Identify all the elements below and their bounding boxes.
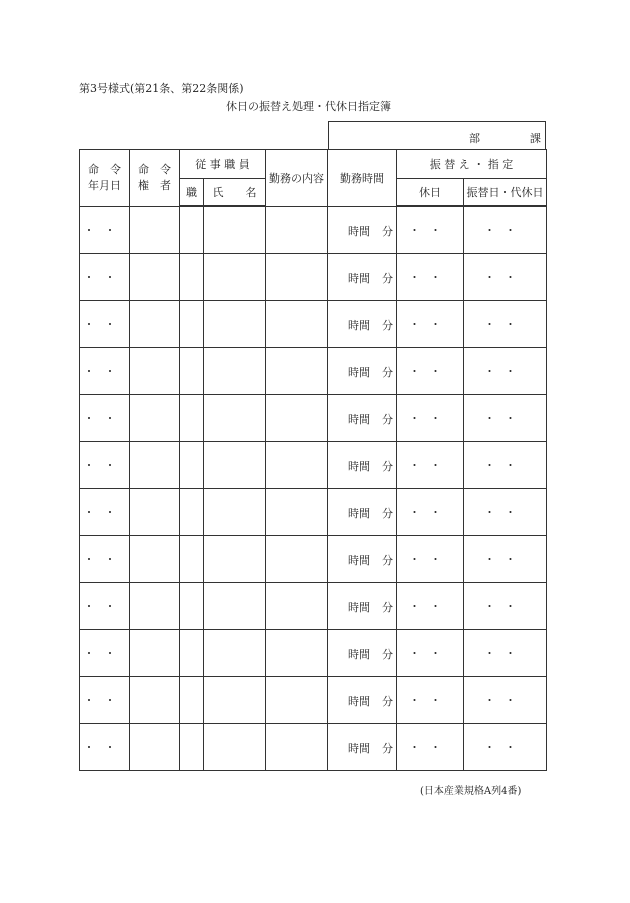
staff-post-cell[interactable] <box>180 254 204 301</box>
work-hours-cell[interactable] <box>328 301 397 348</box>
order-date-cell[interactable]: ・・ <box>80 724 130 771</box>
order-date-header <box>80 150 130 207</box>
holiday-header: 休日 <box>397 179 464 207</box>
minutes-label: 分 <box>382 554 393 567</box>
authority-cell[interactable] <box>130 677 180 724</box>
holiday-cell[interactable]: ・・ <box>397 489 464 536</box>
department-ka-label: 課 <box>530 132 541 145</box>
staff-name-cell[interactable] <box>204 630 266 677</box>
table-row <box>80 348 547 395</box>
work-hours-cell[interactable] <box>328 206 397 254</box>
substitute-day-cell[interactable]: ・・ <box>464 724 547 771</box>
holiday-cell[interactable]: ・・ <box>397 677 464 724</box>
holiday-cell[interactable]: ・・ <box>397 206 464 254</box>
work-content-cell[interactable] <box>266 489 328 536</box>
holiday-cell[interactable]: ・・ <box>397 301 464 348</box>
work-hours-header: 勤務時間 <box>328 150 397 207</box>
work-content-cell[interactable] <box>266 677 328 724</box>
hours-label: 時間 <box>348 460 370 473</box>
work-content-cell[interactable] <box>266 254 328 301</box>
hours-label: 時間 <box>348 554 370 567</box>
minutes-label: 分 <box>382 366 393 379</box>
holiday-cell[interactable]: ・・ <box>397 395 464 442</box>
work-content-cell[interactable] <box>266 724 328 771</box>
authority-cell[interactable] <box>130 536 180 583</box>
staff-name-cell[interactable] <box>204 583 266 630</box>
order-date-cell[interactable]: ・・ <box>80 395 130 442</box>
work-content-cell[interactable] <box>266 583 328 630</box>
authority-cell[interactable] <box>130 489 180 536</box>
table-row <box>80 724 547 771</box>
work-hours-cell[interactable] <box>328 630 397 677</box>
minutes-label: 分 <box>382 319 393 332</box>
holiday-cell[interactable]: ・・ <box>397 724 464 771</box>
minutes-label: 分 <box>382 601 393 614</box>
table-row <box>80 301 547 348</box>
table-row <box>80 206 547 254</box>
hours-label: 時間 <box>348 695 370 708</box>
work-hours-cell[interactable] <box>328 724 397 771</box>
order-date-header-line1: 命 令 <box>88 162 121 176</box>
staff-post-header: 職 <box>180 179 204 207</box>
work-content-header: 勤務の内容 <box>266 150 328 207</box>
substitute-day-header: 振替日・代休日 <box>464 179 547 207</box>
table-row <box>80 489 547 536</box>
work-hours-cell[interactable] <box>328 583 397 630</box>
substitute-day-cell[interactable]: ・・ <box>464 254 547 301</box>
authority-cell[interactable] <box>130 206 180 254</box>
staff-name-cell[interactable] <box>204 206 266 254</box>
substitute-day-cell[interactable]: ・・ <box>464 206 547 254</box>
substitute-day-cell[interactable]: ・・ <box>464 630 547 677</box>
department-bu-label: 部 <box>469 132 480 145</box>
authority-cell[interactable] <box>130 442 180 489</box>
staff-header: 従 事 職 員 <box>180 150 266 179</box>
paper-size-note: (日本産業規格A列4番) <box>420 786 522 797</box>
table-row <box>80 254 547 301</box>
work-content-cell[interactable] <box>266 348 328 395</box>
hours-label: 時間 <box>348 224 370 238</box>
staff-name-cell[interactable] <box>204 301 266 348</box>
department-box <box>328 121 546 149</box>
authority-header-line1: 命 令 <box>138 162 171 176</box>
minutes-label: 分 <box>382 272 393 285</box>
authority-header-line2: 権 者 <box>138 178 171 192</box>
work-hours-cell[interactable] <box>328 536 397 583</box>
holiday-cell[interactable]: ・・ <box>397 254 464 301</box>
order-date-cell[interactable]: ・・ <box>80 206 130 254</box>
minutes-label: 分 <box>382 507 393 520</box>
staff-post-cell[interactable] <box>180 583 204 630</box>
substitute-day-cell[interactable]: ・・ <box>464 442 547 489</box>
holiday-cell[interactable]: ・・ <box>397 630 464 677</box>
form-number: 第3号様式(第21条、第22条関係) <box>79 82 244 95</box>
minutes-label: 分 <box>382 742 393 755</box>
work-hours-cell[interactable] <box>328 442 397 489</box>
table-row <box>80 536 547 583</box>
staff-name-cell[interactable] <box>204 254 266 301</box>
order-date-header-line2: 年月日 <box>88 178 121 192</box>
staff-post-cell[interactable] <box>180 489 204 536</box>
work-hours-cell[interactable] <box>328 348 397 395</box>
hours-label: 時間 <box>348 601 370 614</box>
order-date-cell[interactable]: ・・ <box>80 442 130 489</box>
work-hours-cell[interactable] <box>328 489 397 536</box>
minutes-label: 分 <box>382 695 393 708</box>
staff-post-cell[interactable] <box>180 395 204 442</box>
order-date-cell[interactable]: ・・ <box>80 348 130 395</box>
transfer-header: 振 替 え ・ 指 定 <box>397 150 547 179</box>
authority-cell[interactable] <box>130 583 180 630</box>
order-date-cell[interactable]: ・・ <box>80 677 130 724</box>
authority-header <box>130 150 180 207</box>
table-row <box>80 630 547 677</box>
hours-label: 時間 <box>348 319 370 332</box>
order-date-cell[interactable]: ・・ <box>80 630 130 677</box>
work-content-cell[interactable] <box>266 206 328 254</box>
staff-post-cell[interactable] <box>180 724 204 771</box>
minutes-label: 分 <box>382 460 393 473</box>
order-date-cell[interactable]: ・・ <box>80 254 130 301</box>
authority-cell[interactable] <box>130 724 180 771</box>
substitute-day-cell[interactable]: ・・ <box>464 395 547 442</box>
staff-name-cell[interactable] <box>204 724 266 771</box>
substitute-day-cell[interactable]: ・・ <box>464 489 547 536</box>
hours-label: 時間 <box>348 413 370 426</box>
authority-cell[interactable] <box>130 395 180 442</box>
substitute-day-cell[interactable]: ・・ <box>464 583 547 630</box>
staff-name-cell[interactable] <box>204 489 266 536</box>
work-hours-cell[interactable] <box>328 395 397 442</box>
holiday-cell[interactable]: ・・ <box>397 583 464 630</box>
substitute-day-cell[interactable]: ・・ <box>464 348 547 395</box>
work-content-cell[interactable] <box>266 301 328 348</box>
staff-post-cell[interactable] <box>180 442 204 489</box>
staff-name-cell[interactable] <box>204 677 266 724</box>
staff-post-cell[interactable] <box>180 206 204 254</box>
authority-cell[interactable] <box>130 301 180 348</box>
work-content-cell[interactable] <box>266 630 328 677</box>
staff-name-header: 氏 名 <box>204 179 266 207</box>
staff-post-cell[interactable] <box>180 677 204 724</box>
staff-post-cell[interactable] <box>180 536 204 583</box>
staff-name-cell[interactable] <box>204 348 266 395</box>
work-hours-cell[interactable] <box>328 677 397 724</box>
substitute-day-cell[interactable]: ・・ <box>464 301 547 348</box>
table-row <box>80 442 547 489</box>
holiday-cell[interactable]: ・・ <box>397 348 464 395</box>
minutes-label: 分 <box>382 413 393 426</box>
staff-post-cell[interactable] <box>180 630 204 677</box>
staff-post-cell[interactable] <box>180 348 204 395</box>
hours-label: 時間 <box>348 648 370 661</box>
hours-label: 時間 <box>348 272 370 285</box>
page-title: 休日の振替え処理・代休日指定簿 <box>226 100 391 113</box>
holiday-transfer-table <box>79 149 547 771</box>
order-date-cell[interactable]: ・・ <box>80 583 130 630</box>
work-content-cell[interactable] <box>266 442 328 489</box>
staff-name-cell[interactable] <box>204 442 266 489</box>
order-date-cell[interactable]: ・・ <box>80 489 130 536</box>
authority-cell[interactable] <box>130 348 180 395</box>
hours-label: 時間 <box>348 366 370 379</box>
holiday-cell[interactable]: ・・ <box>397 536 464 583</box>
table-row <box>80 583 547 630</box>
staff-name-cell[interactable] <box>204 536 266 583</box>
work-content-cell[interactable] <box>266 395 328 442</box>
hours-label: 時間 <box>348 742 370 755</box>
minutes-label: 分 <box>382 224 393 238</box>
order-date-cell[interactable]: ・・ <box>80 536 130 583</box>
table-row <box>80 677 547 724</box>
work-hours-cell[interactable] <box>328 254 397 301</box>
authority-cell[interactable] <box>130 630 180 677</box>
hours-label: 時間 <box>348 507 370 520</box>
order-date-cell[interactable]: ・・ <box>80 301 130 348</box>
substitute-day-cell[interactable]: ・・ <box>464 536 547 583</box>
minutes-label: 分 <box>382 648 393 661</box>
staff-name-cell[interactable] <box>204 395 266 442</box>
staff-post-cell[interactable] <box>180 301 204 348</box>
table-row <box>80 395 547 442</box>
work-content-cell[interactable] <box>266 536 328 583</box>
substitute-day-cell[interactable]: ・・ <box>464 677 547 724</box>
authority-cell[interactable] <box>130 254 180 301</box>
holiday-cell[interactable]: ・・ <box>397 442 464 489</box>
